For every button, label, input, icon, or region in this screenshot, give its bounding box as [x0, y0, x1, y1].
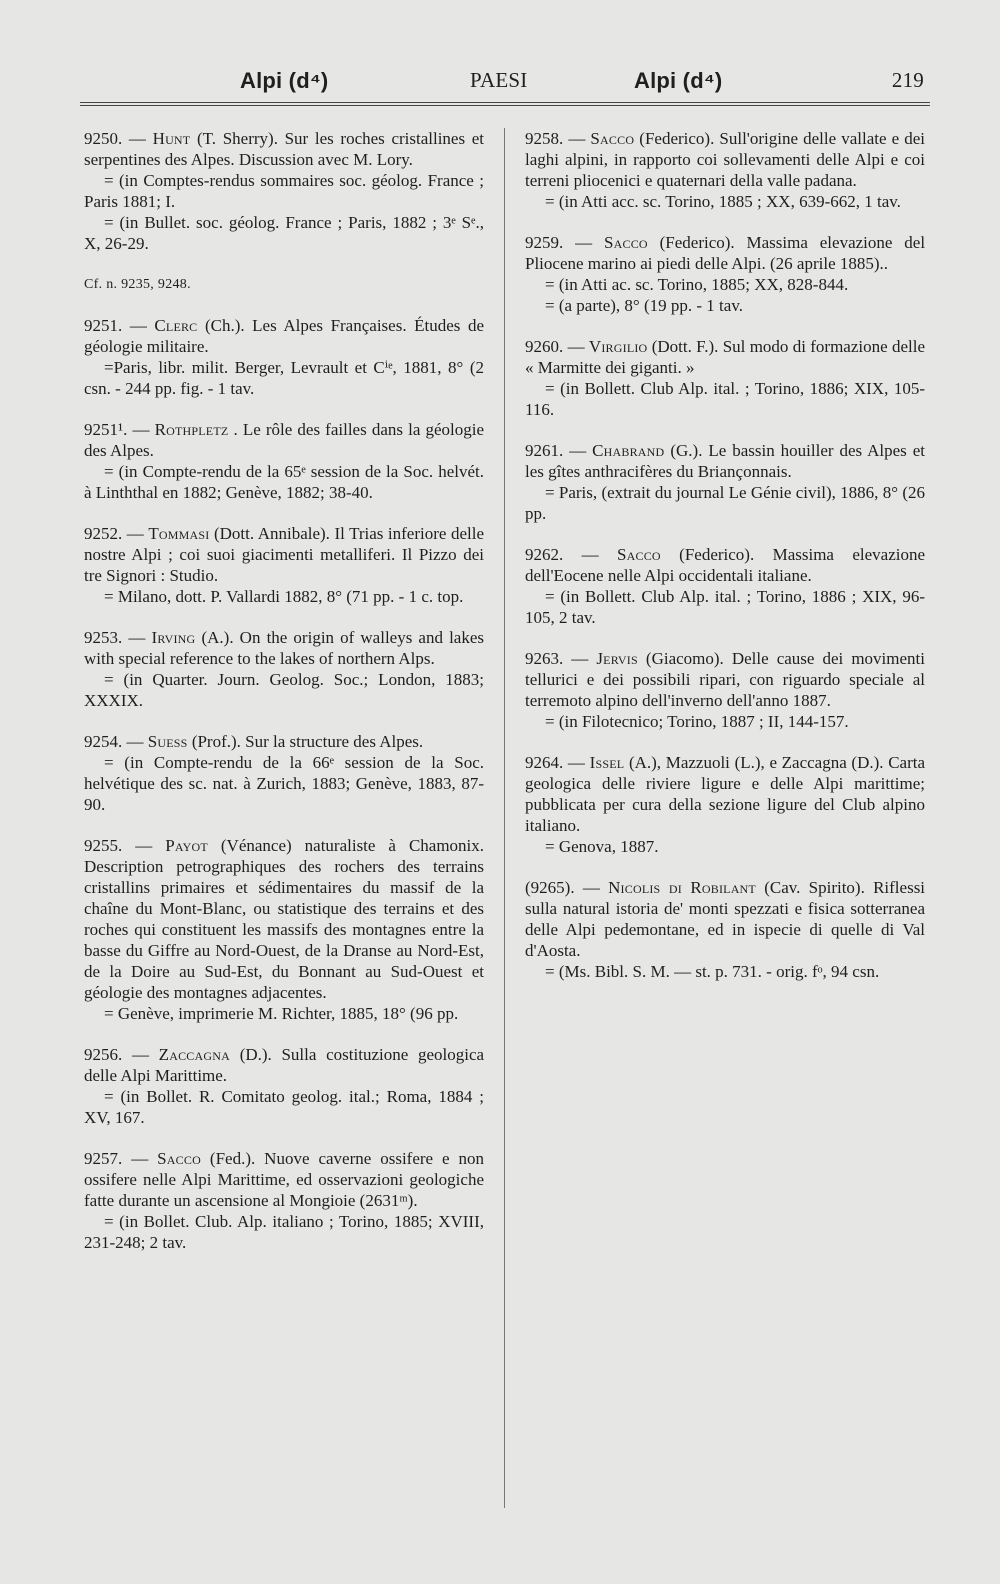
entry-dash: — — [128, 628, 146, 647]
entry-reference: = (in Atti ac. sc. Torino, 1885; XX, 828-844. — [545, 275, 849, 294]
entry-text — [84, 419, 484, 461]
entry-reference: = (in Atti acc. sc. Torino, 1885 ; XX, 639-662, 1 tav. — [545, 192, 901, 211]
entry-number: 9255. — [84, 836, 123, 855]
entry-reference: = Genève, imprimerie M. Richter, 1885, 18° (96 pp. — [104, 1004, 459, 1023]
entry-reference: = (Ms. Bibl. S. M. — st. p. 731. - orig. fᵒ, 94 csn. — [545, 962, 880, 981]
entry-author: Sacco — [590, 129, 635, 148]
entry-author: Jervis — [596, 649, 638, 668]
header-right: Alpi (d⁴) — [634, 68, 723, 93]
entry-author: Clerc — [154, 316, 198, 335]
entry-reference: = (in Bollet. R. Comitato geolog. ital.; Roma, 1884 ; XV, 167. — [84, 1087, 484, 1127]
bibliography-entry — [525, 648, 925, 732]
entry-dash: — — [567, 337, 585, 356]
entry-title: (Vénance) naturaliste à Chamonix. Description petrographiques des rochers des terrains cristallins primaires et sédimentaires du massif de la chaîne du Mont-Blanc, ou statistique des terrains et des roches qui constituent les massifs des montagnes entre la basse du Giffre au Nord-Ouest, de la Dranse au Nord-Est, de la Doire au Sud-Est, du Bonnant au Sud-Ouest et géologie des montagnes adjacentes. — [84, 836, 485, 1002]
entry-author: Nicolis di Robilant — [608, 878, 756, 897]
entry-text — [525, 544, 925, 586]
entry-number: 9257. — [84, 1149, 123, 1168]
bibliography-entry — [84, 1044, 484, 1128]
entry-reference: = Milano, dott. P. Vallardi 1882, 8° (71 pp. - 1 c. top. — [104, 587, 464, 606]
entry-number: 9262. — [525, 545, 564, 564]
entry-number: (9265). — [525, 878, 575, 897]
entry-text — [84, 315, 484, 357]
entry-title: (Ch.). Les Alpes Françaises. Études de géologie militaire. — [84, 316, 485, 356]
entry-dash: — — [582, 878, 600, 897]
left-column — [84, 128, 504, 1508]
bibliography-entry — [525, 232, 925, 316]
entry-text — [525, 128, 925, 191]
entry-author: Payot — [165, 836, 208, 855]
entry-number: 9250. — [84, 129, 123, 148]
entry-reference: = (in Comptes-rendus sommaires soc. géolog. France ; Paris 1881; I. — [84, 171, 484, 211]
entry-text — [84, 731, 484, 752]
header-left: Alpi (d⁴) — [240, 68, 329, 93]
entry-reference: =Paris, libr. milit. Berger, Levrault et Cⁱᵉ, 1881, 8° (2 csn. - 244 pp. fig. - 1 tav. — [84, 358, 484, 398]
bibliography-entry — [84, 315, 484, 399]
entry-title: (G.). Le bassin houiller des Alpes et les gîtes anthracifères du Briançonnais. — [525, 441, 926, 481]
entry-title: (A.). On the origin of walleys and lakes with special reference to the lakes of northern Alps. — [84, 628, 485, 668]
entry-title: (Federico). Sull'origine delle vallate e dei laghi alpini, in rapporto coi sollevamenti delle Alpi e coi terreni pliocenici e quaternari della valle padana. — [525, 129, 925, 190]
entry-dash: — — [571, 649, 589, 668]
entry-number: 9254. — [84, 732, 123, 751]
bibliography-entry — [84, 1148, 484, 1253]
entry-author: Virgilio — [588, 337, 648, 356]
entry-reference: = (in Compte-rendu de la 65ᵉ session de la Soc. helvét. à Linththal en 1882; Genève, 1882; 38-40. — [84, 462, 484, 502]
entry-text — [525, 232, 925, 274]
entry-title: (D.). Sulla costituzione geologica delle Alpi Marittime. — [84, 1045, 485, 1085]
entry-text — [84, 835, 484, 1003]
entry-text — [525, 752, 925, 836]
entry-text — [84, 1148, 484, 1211]
bibliography-entry — [84, 835, 484, 1024]
entry-reference: = (in Bollett. Club Alp. ital. ; Torino, 1886 ; XIX, 96-105, 2 tav. — [525, 587, 925, 627]
page-number: 219 — [891, 68, 924, 92]
entry-text — [84, 523, 484, 586]
entry-number: 9264. — [525, 753, 564, 772]
entry-text — [525, 877, 925, 961]
entry-number: 9260. — [525, 337, 564, 356]
entry-dash: — — [131, 1149, 149, 1168]
entry-title: (Dott. F.). Sul modo di formazione delle « Marmitte dei giganti. » — [525, 337, 926, 377]
entry-reference: = Paris, (extrait du journal Le Génie civil), 1886, 8° (26 pp. — [525, 483, 925, 523]
bibliography-entry — [525, 752, 925, 857]
entry-dash: — — [129, 316, 147, 335]
entry-number: 9259. — [525, 233, 564, 252]
right-column — [504, 128, 925, 1508]
entry-author: Chabrand — [592, 441, 665, 460]
entry-reference: = (in Bollet. Club. Alp. italiano ; Torino, 1885; XVIII, 231-248; 2 tav. — [84, 1212, 484, 1252]
entry-title: (Fed.). Nuove caverne ossifere e non ossifere nelle Alpi Marittime, ed osservazioni geologiche fatte durante un ascensione al Mongioie (2631ᵐ). — [84, 1149, 485, 1210]
entry-dash: — — [126, 732, 144, 751]
entry-reference: = (in Filotecnico; Torino, 1887 ; II, 144-157. — [545, 712, 849, 731]
entry-text — [84, 128, 484, 170]
bibliography-entry — [525, 877, 925, 982]
entry-dash: — — [569, 441, 587, 460]
entry-dash: — — [128, 129, 146, 148]
entry-title: (Federico). Massima elevazione dell'Eocene nelle Alpi occidentali italiane. — [525, 545, 926, 585]
bibliography-entry — [525, 128, 925, 212]
entry-title: (Prof.). Sur la structure des Alpes. — [191, 732, 424, 751]
entry-author: Irving — [151, 628, 196, 647]
bibliography-entry — [84, 419, 484, 503]
entry-text — [525, 440, 925, 482]
entry-dash: — — [126, 524, 144, 543]
two-column-text — [84, 128, 930, 1508]
entry-author: Tommasi — [148, 524, 210, 543]
entry-number: 9253. — [84, 628, 123, 647]
bibliography-entry — [84, 523, 484, 607]
entry-author: Sacco — [617, 545, 661, 564]
entry-reference: = (in Bullet. soc. géolog. France ; Paris, 1882 ; 3ᵉ Sᵉ., X, 26-29. — [84, 213, 484, 253]
entry-reference: = (a parte), 8° (19 pp. - 1 tav. — [545, 296, 743, 315]
entry-title: (A.), Mazzuoli (L.), e Zaccagna (D.). Carta geologica delle riviere ligure e delle Alpi marittime; pubblicata per cura della sezione ligure del Club alpino italiano. — [525, 753, 926, 835]
entry-dash: — — [132, 420, 150, 439]
running-header — [84, 58, 944, 108]
bibliography-entry — [84, 731, 484, 815]
entry-dash: — — [575, 233, 593, 252]
entry-reference: = (in Bollett. Club Alp. ital. ; Torino, 1886; XIX, 105-116. — [525, 379, 925, 419]
entry-dash: — — [581, 545, 599, 564]
bibliography-entry — [525, 336, 925, 420]
entry-number: 9263. — [525, 649, 564, 668]
entry-number: 9251. — [84, 316, 123, 335]
bibliography-entry — [84, 627, 484, 711]
entry-author: Rothpletz — [154, 420, 229, 439]
entry-text — [525, 336, 925, 378]
bibliography-entry — [525, 544, 925, 628]
entry-dash: — — [135, 836, 153, 855]
entry-text — [525, 648, 925, 711]
entry-number: 9252. — [84, 524, 123, 543]
entry-dash: — — [567, 753, 585, 772]
entry-reference: = (in Compte-rendu de la 66ᵉ session de la Soc. helvétique des sc. nat. à Zurich, 1883; Genève, 1883, 87-90. — [84, 753, 484, 814]
entry-reference: = Genova, 1887. — [545, 837, 659, 856]
entry-text — [84, 627, 484, 669]
entry-number: 9258. — [525, 129, 564, 148]
entry-title: (Giacomo). Delle cause dei movimenti tellurici e dei possibili ripari, con riguardo speciale al terremoto alpino dell'inverno dell'anno 1887. — [525, 649, 925, 710]
header-center: PAESI — [470, 68, 528, 92]
entry-author: Hunt — [152, 129, 191, 148]
entry-dash: — — [131, 1045, 149, 1064]
entry-author: Issel — [589, 753, 625, 772]
entry-title: (Federico). Massima elevazione del Pliocene marino ai piedi delle Alpi. (26 aprile 1885).. — [525, 233, 926, 273]
entry-number: 9261. — [525, 441, 564, 460]
header-rule — [80, 102, 930, 106]
entry-reference: = (in Quarter. Journ. Geolog. Soc.; London, 1883; XXXIX. — [84, 670, 484, 710]
entry-title: (Cav. Spirito). Riflessi sulla natural istoria de' monti spezzati e fisica sotterranea delle Alpi pedemontane, ed in ispecie di quelle di Val d'Aosta. — [525, 878, 926, 960]
entry-author: Sacco — [157, 1149, 201, 1168]
entry-title: (T. Sherry). Sur les roches cristallines et serpentines des Alpes. Discussion avec M. Lory. — [84, 129, 485, 169]
entry-title: . Le rôle des failles dans la géologie des Alpes. — [84, 420, 485, 460]
bibliography-entry — [84, 128, 484, 254]
bibliography-entry — [525, 440, 925, 524]
entry-number: 9251¹. — [84, 420, 128, 439]
entry-text — [84, 1044, 484, 1086]
entry-number: 9256. — [84, 1045, 123, 1064]
cross-reference-note: Cf. n. 9235, 9248. — [84, 277, 191, 292]
entry-author: Sacco — [603, 233, 648, 252]
entry-author: Suess — [147, 732, 188, 751]
entry-title: (Dott. Annibale). Il Trias inferiore delle nostre Alpi ; coi suoi giacimenti metalliferi. Il Pizzo dei tre Signori : Studio. — [84, 524, 485, 585]
entry-dash: — — [568, 129, 586, 148]
entry-author: Zaccagna — [158, 1045, 230, 1064]
